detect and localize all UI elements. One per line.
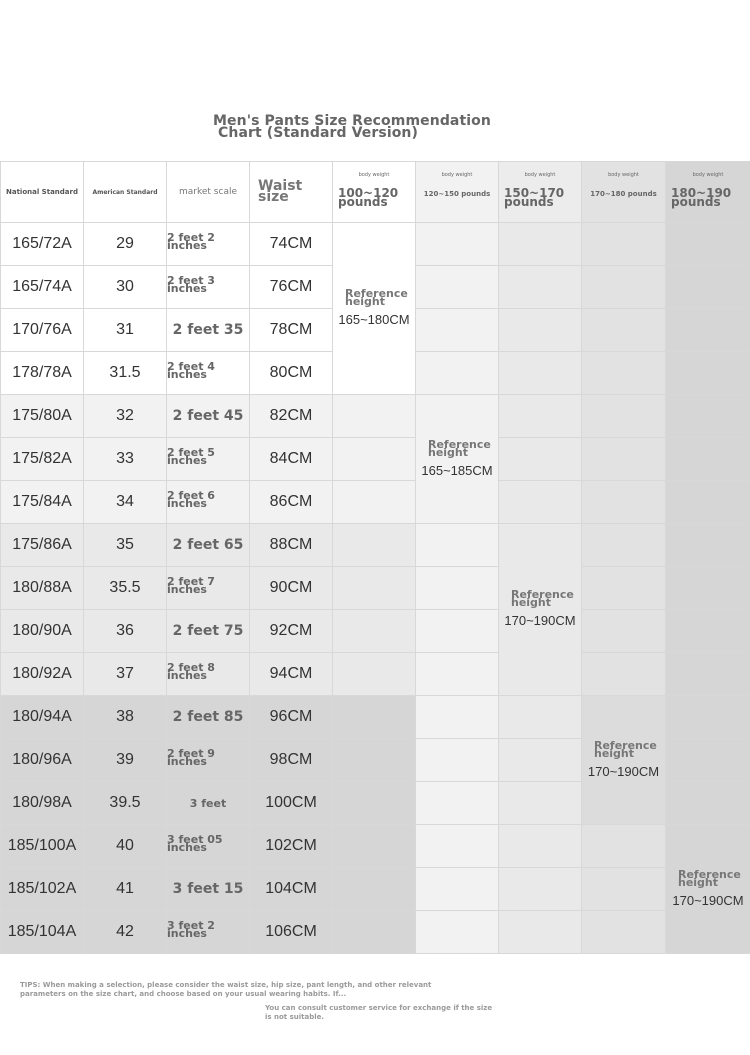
cell-market: [167, 653, 250, 696]
cell-waist-text: 78CM: [269, 321, 313, 338]
cell-waist-text: 92CM: [269, 622, 313, 639]
cell-market-text: 2 feet 6 inches: [167, 489, 215, 510]
cell-american-text: 41: [116, 880, 134, 897]
reference-height-range: 170~190CM: [672, 892, 744, 908]
weight-range-label: 120~150 pounds: [423, 190, 491, 198]
cell-empty: [333, 868, 416, 911]
cell-empty: [333, 653, 416, 696]
cell-waist: [250, 395, 333, 438]
cell-national: [1, 438, 84, 481]
cell-market-text: 2 feet 4 inches: [167, 360, 215, 381]
cell-empty: [666, 524, 750, 567]
cell-empty: [666, 696, 750, 739]
cell-national: [1, 309, 84, 352]
cell-market: [167, 610, 250, 653]
reference-height-cell: [333, 223, 416, 395]
cell-national: [1, 696, 84, 739]
reference-height-cell: [499, 524, 582, 696]
cell-waist-text: 88CM: [269, 536, 313, 553]
cell-american-text: 40: [116, 837, 134, 854]
cell-empty: [582, 868, 666, 911]
header-american-label: American Standard: [92, 188, 158, 196]
cell-american: [84, 352, 167, 395]
cell-waist-text: 102CM: [265, 837, 317, 854]
reference-height-label: Reference height: [428, 437, 491, 459]
cell-national-text: 185/104A: [7, 923, 77, 940]
cell-waist-text: 94CM: [269, 665, 313, 682]
cell-empty: [666, 395, 750, 438]
cell-national: [1, 825, 84, 868]
cell-empty: [333, 739, 416, 782]
cell-american: [84, 524, 167, 567]
reference-height-range: 170~190CM: [587, 763, 660, 779]
cell-empty: [416, 739, 499, 782]
cell-market-text: 2 feet 9 inches: [167, 747, 215, 768]
table-row: [1, 911, 750, 954]
table-row: [1, 610, 750, 653]
cell-empty: [499, 739, 582, 782]
cell-waist-text: 74CM: [269, 235, 313, 252]
header-market: [167, 162, 250, 223]
cell-empty: [416, 911, 499, 954]
cell-empty: [666, 309, 750, 352]
cell-national-text: 185/100A: [7, 837, 77, 854]
body-weight-label: body weight: [692, 172, 724, 178]
cell-empty: [582, 395, 666, 438]
cell-national-text: 175/84A: [12, 493, 72, 510]
cell-american: [84, 868, 167, 911]
cell-waist: [250, 266, 333, 309]
cell-market: [167, 395, 250, 438]
cell-american: [84, 911, 167, 954]
cell-national: [1, 739, 84, 782]
cell-american-text: 36: [116, 622, 134, 639]
cell-american: [84, 481, 167, 524]
reference-height-cell: [416, 395, 499, 524]
cell-empty: [582, 610, 666, 653]
cell-national: [1, 266, 84, 309]
cell-market-text: 3 feet 15: [172, 881, 244, 897]
cell-american-text: 33: [116, 450, 134, 467]
table-row: [1, 481, 750, 524]
reference-height-cell: [582, 696, 666, 825]
cell-market-text: 2 feet 3 inches: [167, 274, 215, 295]
cell-waist: [250, 782, 333, 825]
cell-american-text: 34: [116, 493, 134, 510]
cell-national-text: 180/90A: [12, 622, 72, 639]
weight-range-label: 170~180 pounds: [590, 190, 657, 198]
reference-height-label: Reference height: [345, 287, 408, 308]
cell-empty: [499, 911, 582, 954]
cell-waist-text: 98CM: [269, 751, 313, 768]
cell-empty: [499, 223, 582, 266]
cell-empty: [666, 739, 750, 782]
cell-market: [167, 739, 250, 782]
cell-american: [84, 739, 167, 782]
cell-empty: [582, 911, 666, 954]
cell-waist: [250, 610, 333, 653]
cell-waist: [250, 309, 333, 352]
cell-american-text: 37: [116, 665, 134, 682]
cell-market-text: 2 feet 35: [172, 322, 244, 338]
cell-empty: [499, 395, 582, 438]
table-row: [1, 524, 750, 567]
cell-market-text: 2 feet 65: [172, 537, 244, 553]
header-american: [84, 162, 167, 223]
cell-american: [84, 438, 167, 481]
cell-market: [167, 868, 250, 911]
cell-empty: [416, 352, 499, 395]
cell-market-text: 2 feet 8 inches: [167, 661, 215, 682]
cell-market: [167, 223, 250, 266]
cell-national: [1, 223, 84, 266]
header-national-label: National Standard: [6, 187, 78, 196]
cell-national-text: 170/76A: [12, 321, 72, 338]
cell-waist-text: 104CM: [265, 880, 317, 897]
cell-empty: [416, 266, 499, 309]
header-market-label: market scale: [179, 187, 237, 197]
cell-market-text: 2 feet 75: [172, 623, 244, 639]
cell-empty: [666, 438, 750, 481]
table-row: [1, 653, 750, 696]
cell-national-text: 185/102A: [7, 880, 77, 897]
cell-american: [84, 696, 167, 739]
cell-empty: [416, 524, 499, 567]
cell-market: [167, 309, 250, 352]
cell-national: [1, 653, 84, 696]
cell-national-text: 180/94A: [12, 708, 72, 725]
cell-empty: [499, 266, 582, 309]
cell-waist: [250, 481, 333, 524]
cell-empty: [333, 524, 416, 567]
cell-national-text: 180/88A: [12, 579, 72, 596]
cell-american-text: 30: [116, 278, 134, 295]
cell-empty: [333, 567, 416, 610]
cell-national-text: 165/72A: [12, 235, 72, 252]
cell-american: [84, 395, 167, 438]
cell-waist-text: 106CM: [265, 923, 317, 940]
cell-american: [84, 610, 167, 653]
cell-market-text: 2 feet 45: [172, 408, 244, 424]
cell-waist: [250, 911, 333, 954]
cell-national-text: 180/98A: [12, 794, 72, 811]
reference-height-cell: [666, 825, 750, 954]
weight-range-label: 100~120 pounds: [338, 186, 399, 209]
header-weight-5: [666, 162, 750, 223]
cell-empty: [499, 868, 582, 911]
cell-american-text: 35.5: [109, 579, 141, 596]
header-waist-label: Waist size: [258, 178, 303, 205]
cell-waist: [250, 567, 333, 610]
cell-american-text: 29: [116, 235, 134, 252]
cell-waist: [250, 352, 333, 395]
cell-empty: [333, 395, 416, 438]
cell-market: [167, 524, 250, 567]
cell-empty: [666, 610, 750, 653]
cell-market-text: 2 feet 5 inches: [167, 446, 215, 467]
cell-empty: [582, 481, 666, 524]
header-waist: [250, 162, 333, 223]
cell-waist-text: 96CM: [269, 708, 313, 725]
cell-empty: [666, 481, 750, 524]
cell-national: [1, 524, 84, 567]
table-row: [1, 868, 750, 911]
cell-empty: [333, 782, 416, 825]
cell-empty: [582, 653, 666, 696]
cell-american-text: 31: [116, 321, 134, 338]
cell-national: [1, 481, 84, 524]
table-row: [1, 567, 750, 610]
title-line-2: Chart (Standard Version): [218, 125, 418, 141]
cell-market: [167, 911, 250, 954]
page-title: [213, 115, 543, 139]
cell-american: [84, 223, 167, 266]
cell-american: [84, 266, 167, 309]
cell-empty: [416, 825, 499, 868]
cell-market-text: 3 feet 2 inches: [167, 919, 215, 940]
header-row: [1, 162, 750, 223]
cell-american-text: 38: [116, 708, 134, 725]
cell-american: [84, 782, 167, 825]
cell-empty: [416, 696, 499, 739]
cell-national-text: 180/96A: [12, 751, 72, 768]
cell-national: [1, 395, 84, 438]
cell-empty: [499, 309, 582, 352]
cell-market: [167, 696, 250, 739]
cell-national-text: 165/74A: [12, 278, 72, 295]
cell-empty: [499, 481, 582, 524]
cell-national: [1, 868, 84, 911]
cell-empty: [416, 653, 499, 696]
cell-waist-text: 80CM: [269, 364, 313, 381]
cell-empty: [666, 567, 750, 610]
cell-market-text: 3 feet: [189, 797, 227, 810]
cell-empty: [416, 868, 499, 911]
weight-range-label: 180~190 pounds: [671, 186, 732, 209]
cell-empty: [333, 911, 416, 954]
cell-american-text: 39: [116, 751, 134, 768]
cell-national-text: 175/86A: [12, 536, 72, 553]
cell-empty: [499, 825, 582, 868]
cell-waist: [250, 223, 333, 266]
cell-waist-text: 90CM: [269, 579, 313, 596]
cell-waist: [250, 868, 333, 911]
cell-empty: [666, 653, 750, 696]
cell-american-text: 42: [116, 923, 134, 940]
cell-market-text: 2 feet 7 inches: [167, 575, 215, 596]
cell-waist: [250, 438, 333, 481]
tips-text: TIPS: When making a selection, please consider the waist size, hip size, pant length, and other relevant parameters on the size chart, and choose based on your usual wearing habits. If...: [20, 981, 432, 998]
cell-empty: [499, 352, 582, 395]
size-chart-table: [0, 161, 750, 954]
cell-empty: [333, 481, 416, 524]
cell-market: [167, 352, 250, 395]
cell-market: [167, 567, 250, 610]
cell-market-text: 2 feet 2 inches: [167, 231, 215, 252]
cell-market: [167, 782, 250, 825]
body-weight-label: body weight: [441, 172, 473, 178]
cell-market: [167, 481, 250, 524]
cell-empty: [582, 524, 666, 567]
cell-national: [1, 911, 84, 954]
cell-american-text: 39.5: [109, 794, 141, 811]
body-weight-label: body weight: [524, 172, 556, 178]
cell-empty: [582, 825, 666, 868]
cell-empty: [582, 223, 666, 266]
title-line-1: Men's Pants Size Recommendation: [213, 113, 491, 129]
cell-american: [84, 309, 167, 352]
cell-waist-text: 82CM: [269, 407, 313, 424]
cell-empty: [333, 610, 416, 653]
cell-empty: [582, 309, 666, 352]
cell-empty: [666, 782, 750, 825]
cell-empty: [666, 352, 750, 395]
cell-waist-text: 100CM: [265, 794, 317, 811]
table-row: [1, 395, 750, 438]
cell-american: [84, 653, 167, 696]
cell-national-text: 175/82A: [12, 450, 72, 467]
cell-empty: [416, 223, 499, 266]
cell-american-text: 35: [116, 536, 134, 553]
cell-empty: [416, 309, 499, 352]
table-row: [1, 825, 750, 868]
cell-american-text: 32: [116, 407, 134, 424]
cell-market: [167, 825, 250, 868]
header-national: [1, 162, 84, 223]
header-weight-2: [416, 162, 499, 223]
cell-national: [1, 567, 84, 610]
reference-height-range: 165~185CM: [421, 462, 493, 478]
header-weight-4: [582, 162, 666, 223]
cell-market-text: 2 feet 85: [172, 709, 244, 725]
cell-empty: [582, 438, 666, 481]
cell-empty: [666, 266, 750, 309]
cell-empty: [582, 352, 666, 395]
table-row: [1, 696, 750, 739]
body-weight-label: body weight: [608, 172, 639, 178]
cell-empty: [499, 438, 582, 481]
weight-range-label: 150~170 pounds: [504, 186, 565, 209]
cell-waist: [250, 524, 333, 567]
cell-american-text: 31.5: [109, 364, 141, 381]
cell-market: [167, 266, 250, 309]
reference-height-range: 165~180CM: [338, 312, 410, 327]
reference-height-label: Reference height: [594, 738, 657, 760]
cell-waist: [250, 739, 333, 782]
reference-height-label: Reference height: [678, 867, 741, 889]
cell-empty: [582, 567, 666, 610]
cell-national: [1, 610, 84, 653]
cell-market-text: 3 feet 05 inches: [167, 833, 223, 854]
cell-national-text: 175/80A: [12, 407, 72, 424]
reference-height-range: 170~190CM: [504, 613, 576, 628]
cell-empty: [499, 696, 582, 739]
cell-empty: [333, 696, 416, 739]
cell-market: [167, 438, 250, 481]
cell-empty: [582, 266, 666, 309]
cell-american: [84, 825, 167, 868]
cell-national: [1, 782, 84, 825]
cell-waist-text: 86CM: [269, 493, 313, 510]
header-weight-1: [333, 162, 416, 223]
cell-national: [1, 352, 84, 395]
tips-exchange-text: You can consult customer service for exchange if the size is not suitable.: [265, 1004, 493, 1021]
header-weight-3: [499, 162, 582, 223]
reference-height-label: Reference height: [511, 588, 574, 609]
cell-waist: [250, 653, 333, 696]
cell-waist: [250, 696, 333, 739]
cell-empty: [416, 610, 499, 653]
cell-national-text: 180/92A: [12, 665, 72, 682]
cell-empty: [416, 567, 499, 610]
cell-waist: [250, 825, 333, 868]
cell-empty: [333, 438, 416, 481]
cell-empty: [666, 223, 750, 266]
cell-national-text: 178/78A: [12, 364, 72, 381]
cell-waist-text: 84CM: [269, 450, 313, 467]
table-row: [1, 223, 750, 266]
cell-empty: [499, 782, 582, 825]
table-row: [1, 438, 750, 481]
cell-empty: [416, 782, 499, 825]
cell-american: [84, 567, 167, 610]
cell-empty: [333, 825, 416, 868]
body-weight-label: body weight: [358, 172, 390, 178]
cell-waist-text: 76CM: [269, 278, 313, 295]
